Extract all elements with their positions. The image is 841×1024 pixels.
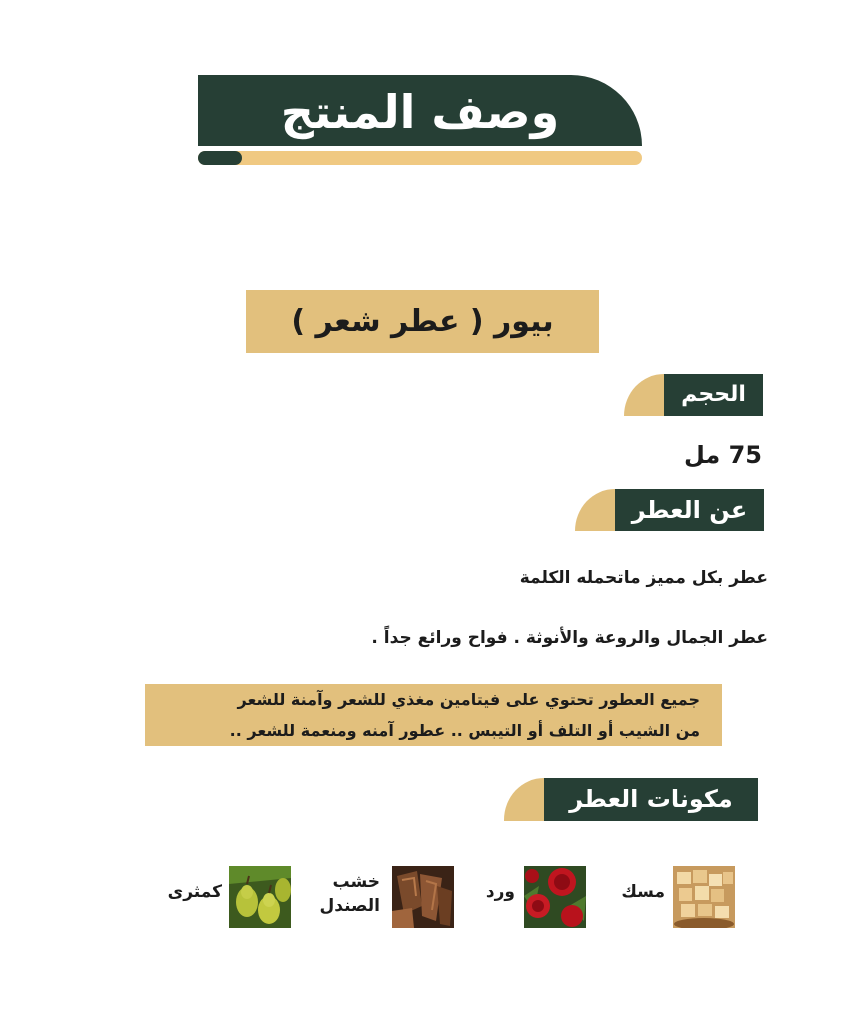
description-line-2: عطر الجمال والروعة والأنوثة . فواح ورائع جداً . xyxy=(371,628,768,648)
pear-icon xyxy=(229,866,291,928)
note-text xyxy=(160,684,700,746)
note-line-2: من الشيب أو التلف أو التيبس .. عطور آمنه ومنعمة للشعر .. xyxy=(229,721,700,740)
page-title: وصف المنتج xyxy=(280,85,560,139)
ingredient-sandalwood-line-2: الصندل xyxy=(319,896,380,916)
ingredient-sandalwood xyxy=(300,870,380,918)
description-line-1: عطر بكل مميز ماتحمله الكلمة xyxy=(519,568,768,588)
header-underline xyxy=(198,151,642,165)
product-name: بيور ( عطر شعر ) xyxy=(291,304,554,339)
rose-icon xyxy=(524,866,586,928)
ingredient-sandalwood-line-1: خشب xyxy=(332,872,380,892)
ingredients-label: مكونات العطر xyxy=(544,778,758,821)
size-value: 75 مل xyxy=(683,441,762,469)
ingredient-pear: كمثرى xyxy=(167,882,222,902)
about-label: عن العطر xyxy=(615,489,764,531)
size-label: الحجم xyxy=(664,374,763,416)
note-line-1: جميع العطور تحتوي على فيتامين مغذي للشعر وآمنة للشعر xyxy=(237,690,700,709)
sandalwood-icon xyxy=(392,866,454,928)
ingredient-musk: مسك xyxy=(621,882,665,902)
musk-icon xyxy=(673,866,735,928)
ingredient-rose: ورد xyxy=(485,882,515,902)
header-underline-accent xyxy=(198,151,242,165)
